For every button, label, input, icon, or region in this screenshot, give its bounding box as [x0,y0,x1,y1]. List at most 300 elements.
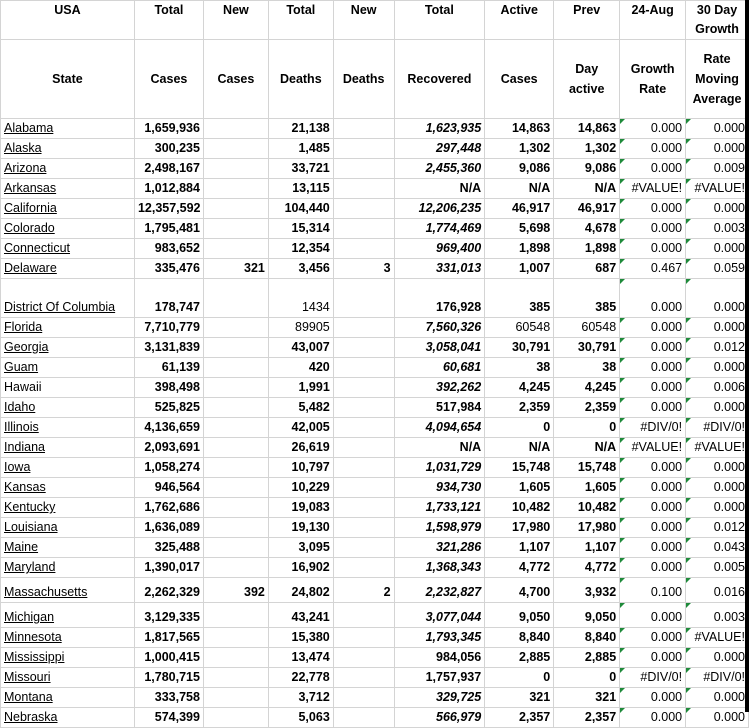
table-cell[interactable]: 12,206,235 [394,199,485,219]
table-cell[interactable] [203,318,268,338]
table-cell[interactable]: 1,000,415 [134,648,203,668]
table-cell[interactable] [203,338,268,358]
table-cell[interactable]: 17,980 [485,518,554,538]
state-link[interactable]: Alabama [1,119,135,139]
table-cell[interactable]: 17,980 [554,518,620,538]
table-cell[interactable]: 60,681 [394,358,485,378]
table-cell[interactable]: 398,498 [134,378,203,398]
table-cell[interactable]: 0.000 [620,498,686,518]
table-cell[interactable]: 0.000 [620,628,686,648]
table-cell[interactable]: 297,448 [394,139,485,159]
table-cell[interactable]: 1,757,937 [394,668,485,688]
table-cell[interactable]: 42,005 [268,418,333,438]
header-cell[interactable]: Total [134,1,203,40]
table-cell[interactable]: 0.000 [620,688,686,708]
state-link[interactable]: California [1,199,135,219]
table-cell[interactable] [333,318,394,338]
state-link[interactable]: Illinois [1,418,135,438]
table-cell[interactable]: #DIV/0! [620,418,686,438]
table-cell[interactable] [333,438,394,458]
state-link[interactable]: Maryland [1,558,135,578]
table-cell[interactable]: 13,474 [268,648,333,668]
table-cell[interactable] [333,398,394,418]
table-cell[interactable]: 7,710,779 [134,318,203,338]
table-cell[interactable]: 0.000 [686,119,749,139]
table-cell[interactable]: 46,917 [554,199,620,219]
table-cell[interactable]: 38 [554,358,620,378]
table-cell[interactable]: 0.000 [620,458,686,478]
table-cell[interactable]: 9,050 [485,603,554,628]
table-cell[interactable]: 1,107 [485,538,554,558]
table-cell[interactable] [333,338,394,358]
table-cell[interactable] [203,199,268,219]
table-cell[interactable]: 3,456 [268,259,333,279]
table-cell[interactable]: 687 [554,259,620,279]
table-cell[interactable]: 0.000 [620,518,686,538]
table-cell[interactable] [333,179,394,199]
table-cell[interactable]: 329,725 [394,688,485,708]
table-cell[interactable]: 1,390,017 [134,558,203,578]
state-link[interactable]: Delaware [1,259,135,279]
table-cell[interactable] [333,498,394,518]
state-link[interactable]: Arizona [1,159,135,179]
table-cell[interactable]: 2,232,827 [394,578,485,603]
table-cell[interactable]: 566,979 [394,708,485,728]
table-cell[interactable]: 10,229 [268,478,333,498]
table-cell[interactable]: 1,762,686 [134,498,203,518]
table-cell[interactable]: 104,440 [268,199,333,219]
table-cell[interactable]: 0.016 [686,578,749,603]
state-link[interactable]: Arkansas [1,179,135,199]
table-cell[interactable]: 1,659,936 [134,119,203,139]
state-link[interactable]: Minnesota [1,628,135,648]
table-cell[interactable]: 38 [485,358,554,378]
table-cell[interactable]: 321 [554,688,620,708]
table-cell[interactable]: 1,623,935 [394,119,485,139]
table-cell[interactable]: 176,928 [394,279,485,318]
table-cell[interactable]: 0.000 [620,538,686,558]
table-cell[interactable]: 1,302 [554,139,620,159]
table-cell[interactable]: 934,730 [394,478,485,498]
table-cell[interactable]: 0.003 [686,219,749,239]
header-cell[interactable]: Rate Moving Average [686,40,749,119]
table-cell[interactable]: 0.000 [686,648,749,668]
table-cell[interactable]: 1,598,979 [394,518,485,538]
table-cell[interactable]: #VALUE! [686,179,749,199]
table-cell[interactable]: 8,840 [485,628,554,648]
table-cell[interactable]: #VALUE! [686,438,749,458]
table-cell[interactable] [203,558,268,578]
table-cell[interactable] [333,708,394,728]
table-cell[interactable] [333,219,394,239]
table-cell[interactable]: 4,700 [485,578,554,603]
table-cell[interactable]: 0.000 [620,708,686,728]
table-cell[interactable]: 4,772 [554,558,620,578]
header-cell[interactable]: Cases [134,40,203,119]
table-cell[interactable]: 16,902 [268,558,333,578]
table-cell[interactable] [203,179,268,199]
table-cell[interactable]: 0.000 [620,338,686,358]
header-cell[interactable]: Deaths [333,40,394,119]
table-cell[interactable]: 12,357,592 [134,199,203,219]
table-cell[interactable] [333,558,394,578]
table-cell[interactable]: 1,636,089 [134,518,203,538]
header-cell[interactable]: Recovered [394,40,485,119]
table-cell[interactable]: 4,772 [485,558,554,578]
table-cell[interactable]: 0.009 [686,159,749,179]
table-cell[interactable] [203,498,268,518]
table-cell[interactable]: 1,007 [485,259,554,279]
table-cell[interactable]: 5,698 [485,219,554,239]
table-cell[interactable] [203,358,268,378]
table-cell[interactable]: 5,063 [268,708,333,728]
state-link[interactable]: Kansas [1,478,135,498]
table-cell[interactable]: N/A [554,438,620,458]
table-cell[interactable] [333,418,394,438]
state-link[interactable]: Guam [1,358,135,378]
table-cell[interactable]: 1,898 [485,239,554,259]
table-cell[interactable]: 3 [333,259,394,279]
state-link[interactable]: Georgia [1,338,135,358]
table-cell[interactable]: 22,778 [268,668,333,688]
state-link[interactable]: Maine [1,538,135,558]
table-cell[interactable]: 0.467 [620,259,686,279]
table-cell[interactable]: N/A [485,438,554,458]
table-cell[interactable] [203,628,268,648]
table-cell[interactable]: 3,058,041 [394,338,485,358]
table-cell[interactable]: 8,840 [554,628,620,648]
table-cell[interactable]: 21,138 [268,119,333,139]
table-cell[interactable]: 0.000 [686,458,749,478]
table-cell[interactable]: 3,095 [268,538,333,558]
table-cell[interactable] [203,119,268,139]
table-cell[interactable]: 385 [554,279,620,318]
state-link[interactable]: Montana [1,688,135,708]
table-cell[interactable] [203,239,268,259]
table-cell[interactable]: 0 [554,668,620,688]
table-cell[interactable] [203,648,268,668]
table-cell[interactable] [333,458,394,478]
table-cell[interactable]: 321 [485,688,554,708]
table-cell[interactable]: 0 [554,418,620,438]
table-cell[interactable]: 178,747 [134,279,203,318]
table-cell[interactable]: 1,058,274 [134,458,203,478]
table-cell[interactable]: #VALUE! [620,179,686,199]
table-cell[interactable] [333,688,394,708]
table-cell[interactable]: 0 [485,418,554,438]
table-cell[interactable] [203,688,268,708]
table-cell[interactable]: 1,031,729 [394,458,485,478]
table-cell[interactable] [333,518,394,538]
table-cell[interactable] [333,199,394,219]
table-cell[interactable]: 4,094,654 [394,418,485,438]
table-cell[interactable]: 0.000 [686,478,749,498]
table-cell[interactable] [203,438,268,458]
table-cell[interactable] [203,219,268,239]
table-cell[interactable]: 89905 [268,318,333,338]
table-cell[interactable]: 9,050 [554,603,620,628]
table-cell[interactable]: 321,286 [394,538,485,558]
table-cell[interactable] [333,648,394,668]
table-cell[interactable] [203,458,268,478]
header-cell[interactable]: Day active [554,40,620,119]
table-cell[interactable]: 1,780,715 [134,668,203,688]
table-cell[interactable]: #DIV/0! [686,668,749,688]
table-cell[interactable]: 2,498,167 [134,159,203,179]
header-cell[interactable]: Active [485,1,554,40]
table-cell[interactable]: #DIV/0! [620,668,686,688]
header-cell[interactable]: Cases [485,40,554,119]
table-cell[interactable]: 60548 [485,318,554,338]
table-cell[interactable]: 9,086 [554,159,620,179]
table-cell[interactable]: 10,482 [554,498,620,518]
table-cell[interactable]: 0.000 [686,318,749,338]
table-cell[interactable]: 0.000 [620,378,686,398]
table-cell[interactable]: 0.000 [686,358,749,378]
table-cell[interactable] [203,603,268,628]
table-cell[interactable]: 0.000 [686,199,749,219]
table-cell[interactable]: #DIV/0! [686,418,749,438]
table-cell[interactable]: 3,932 [554,578,620,603]
table-cell[interactable]: #VALUE! [686,628,749,648]
table-cell[interactable]: N/A [554,179,620,199]
table-cell[interactable] [333,538,394,558]
table-cell[interactable]: 0.000 [620,558,686,578]
table-cell[interactable]: 0.059 [686,259,749,279]
table-cell[interactable]: 0.000 [686,279,749,318]
table-cell[interactable] [333,139,394,159]
table-cell[interactable]: 0.005 [686,558,749,578]
table-cell[interactable]: 0.006 [686,378,749,398]
table-cell[interactable]: 3,077,044 [394,603,485,628]
table-cell[interactable]: 0.000 [620,478,686,498]
state-link[interactable]: Michigan [1,603,135,628]
table-cell[interactable]: 0.000 [620,119,686,139]
table-cell[interactable]: N/A [485,179,554,199]
table-cell[interactable]: 1,991 [268,378,333,398]
table-cell[interactable]: 30,791 [485,338,554,358]
table-cell[interactable] [203,139,268,159]
table-cell[interactable]: 1,368,343 [394,558,485,578]
table-cell[interactable]: 517,984 [394,398,485,418]
table-cell[interactable]: 0.000 [620,603,686,628]
state-link[interactable]: Colorado [1,219,135,239]
table-cell[interactable]: 983,652 [134,239,203,259]
state-link[interactable]: Iowa [1,458,135,478]
table-cell[interactable]: 4,245 [485,378,554,398]
table-cell[interactable]: 0.000 [620,358,686,378]
table-cell[interactable]: 61,139 [134,358,203,378]
table-cell[interactable] [203,159,268,179]
table-cell[interactable]: 2,357 [554,708,620,728]
state-link[interactable]: Hawaii [1,378,135,398]
state-link[interactable]: Alaska [1,139,135,159]
table-cell[interactable]: 3,129,335 [134,603,203,628]
table-cell[interactable]: 1,793,345 [394,628,485,648]
table-cell[interactable]: 525,825 [134,398,203,418]
table-cell[interactable]: 385 [485,279,554,318]
table-cell[interactable]: 2,357 [485,708,554,728]
table-cell[interactable] [203,398,268,418]
table-cell[interactable]: 60548 [554,318,620,338]
table-cell[interactable]: 1,733,121 [394,498,485,518]
table-cell[interactable]: 2,885 [485,648,554,668]
table-cell[interactable] [203,708,268,728]
header-cell[interactable]: Cases [203,40,268,119]
table-cell[interactable]: 19,083 [268,498,333,518]
table-cell[interactable]: 333,758 [134,688,203,708]
table-cell[interactable]: 0.000 [686,688,749,708]
table-cell[interactable] [333,239,394,259]
table-cell[interactable] [333,668,394,688]
table-cell[interactable] [333,279,394,318]
table-cell[interactable]: 12,354 [268,239,333,259]
table-cell[interactable]: 13,115 [268,179,333,199]
header-cell[interactable]: Total [394,1,485,40]
table-cell[interactable]: 0.000 [620,239,686,259]
table-cell[interactable]: 0.000 [686,398,749,418]
table-cell[interactable]: 300,235 [134,139,203,159]
table-cell[interactable]: 2,455,360 [394,159,485,179]
table-cell[interactable]: 1,107 [554,538,620,558]
table-cell[interactable]: 7,560,326 [394,318,485,338]
table-cell[interactable] [203,378,268,398]
table-cell[interactable]: 0.003 [686,603,749,628]
table-cell[interactable]: 15,314 [268,219,333,239]
table-cell[interactable] [203,518,268,538]
table-cell[interactable]: 1,605 [554,478,620,498]
table-cell[interactable]: 43,007 [268,338,333,358]
table-cell[interactable]: #VALUE! [620,438,686,458]
table-cell[interactable]: 15,748 [554,458,620,478]
table-cell[interactable]: 2,262,329 [134,578,203,603]
table-cell[interactable]: 1,898 [554,239,620,259]
table-cell[interactable]: 2,359 [485,398,554,418]
table-cell[interactable]: 4,136,659 [134,418,203,438]
table-cell[interactable]: 946,564 [134,478,203,498]
table-cell[interactable]: 0.000 [620,648,686,668]
table-cell[interactable]: 46,917 [485,199,554,219]
table-cell[interactable]: 969,400 [394,239,485,259]
table-cell[interactable]: 420 [268,358,333,378]
header-cell[interactable]: Total [268,1,333,40]
table-cell[interactable] [333,478,394,498]
table-cell[interactable]: 0.000 [620,139,686,159]
table-cell[interactable]: 0.000 [686,498,749,518]
state-link[interactable]: Louisiana [1,518,135,538]
table-cell[interactable]: 0.000 [620,398,686,418]
table-cell[interactable]: 0.000 [686,708,749,728]
state-link[interactable]: Mississippi [1,648,135,668]
table-cell[interactable] [333,628,394,648]
table-cell[interactable]: 9,086 [485,159,554,179]
state-link[interactable]: Massachusetts [1,578,135,603]
table-cell[interactable]: 5,482 [268,398,333,418]
header-cell[interactable]: USA [1,1,135,40]
table-cell[interactable]: 0.012 [686,338,749,358]
table-cell[interactable] [203,668,268,688]
table-cell[interactable]: 1,817,565 [134,628,203,648]
table-cell[interactable]: 33,721 [268,159,333,179]
header-cell[interactable]: New [203,1,268,40]
table-cell[interactable] [333,159,394,179]
table-cell[interactable]: 0 [485,668,554,688]
table-cell[interactable]: 2,885 [554,648,620,668]
state-link[interactable]: Connecticut [1,239,135,259]
table-cell[interactable]: 1,485 [268,139,333,159]
table-cell[interactable]: 19,130 [268,518,333,538]
table-cell[interactable]: 335,476 [134,259,203,279]
table-cell[interactable]: 321 [203,259,268,279]
state-link[interactable]: Missouri [1,668,135,688]
table-cell[interactable]: 325,488 [134,538,203,558]
table-cell[interactable]: 392,262 [394,378,485,398]
table-cell[interactable]: 4,245 [554,378,620,398]
table-cell[interactable]: 0.100 [620,578,686,603]
table-cell[interactable]: 30,791 [554,338,620,358]
table-cell[interactable]: 26,619 [268,438,333,458]
table-cell[interactable]: 0.000 [620,318,686,338]
header-cell[interactable]: Growth Rate [620,40,686,119]
table-cell[interactable] [333,603,394,628]
header-cell[interactable]: 24-Aug [620,1,686,40]
table-cell[interactable]: 0.000 [620,279,686,318]
table-cell[interactable]: 984,056 [394,648,485,668]
state-link[interactable]: Florida [1,318,135,338]
table-cell[interactable]: 1,302 [485,139,554,159]
table-cell[interactable]: 0.043 [686,538,749,558]
header-cell[interactable]: State [1,40,135,119]
table-cell[interactable]: 1,605 [485,478,554,498]
table-cell[interactable]: 14,863 [554,119,620,139]
table-cell[interactable]: 3,131,839 [134,338,203,358]
table-cell[interactable]: 24,802 [268,578,333,603]
table-cell[interactable]: 1,774,469 [394,219,485,239]
table-cell[interactable]: 0.000 [620,159,686,179]
table-cell[interactable]: 2,093,691 [134,438,203,458]
table-cell[interactable]: 43,241 [268,603,333,628]
table-cell[interactable]: 10,797 [268,458,333,478]
header-cell[interactable]: Deaths [268,40,333,119]
table-cell[interactable]: 3,712 [268,688,333,708]
table-cell[interactable]: 4,678 [554,219,620,239]
table-cell[interactable] [333,358,394,378]
table-cell[interactable]: 392 [203,578,268,603]
state-link[interactable]: Idaho [1,398,135,418]
table-cell[interactable]: 14,863 [485,119,554,139]
table-cell[interactable] [203,418,268,438]
table-cell[interactable]: 1,012,884 [134,179,203,199]
state-link[interactable]: Kentucky [1,498,135,518]
table-cell[interactable] [203,478,268,498]
table-cell[interactable]: 574,399 [134,708,203,728]
table-cell[interactable] [203,538,268,558]
table-cell[interactable]: 2,359 [554,398,620,418]
state-link[interactable]: District Of Columbia [1,279,135,318]
header-cell[interactable]: Prev [554,1,620,40]
table-cell[interactable]: N/A [394,179,485,199]
table-cell[interactable] [203,279,268,318]
table-cell[interactable] [333,378,394,398]
table-cell[interactable]: 0.000 [686,139,749,159]
state-link[interactable]: Nebraska [1,708,135,728]
table-cell[interactable]: 331,013 [394,259,485,279]
header-cell[interactable]: 30 Day Growth [686,1,749,40]
table-cell[interactable]: N/A [394,438,485,458]
table-cell[interactable]: 15,748 [485,458,554,478]
table-cell[interactable] [333,119,394,139]
table-cell[interactable]: 2 [333,578,394,603]
